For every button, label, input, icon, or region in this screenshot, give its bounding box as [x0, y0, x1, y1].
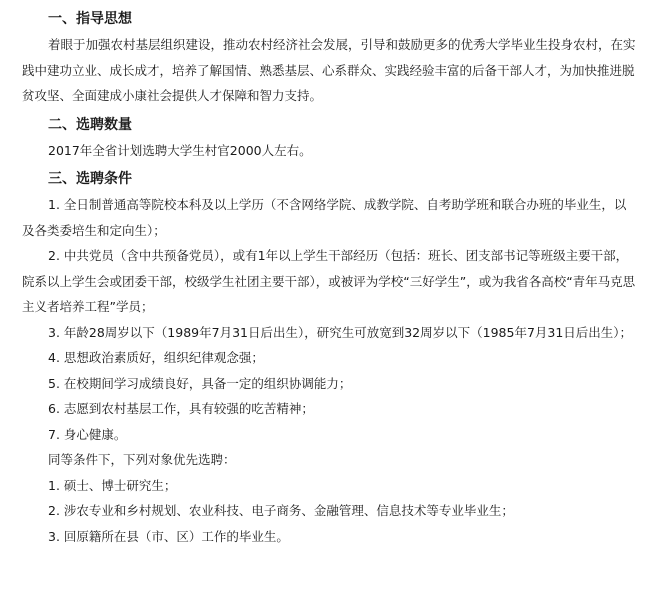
condition-item: 5. 在校期间学习成绩良好，具备一定的组织协调能力；: [48, 375, 352, 391]
priority-item: 3. 回原籍所在县（市、区）工作的毕业生。: [48, 528, 289, 544]
section-heading-quota: 二、选聘数量: [48, 116, 132, 133]
condition-item: 6. 志愿到农村基层工作，具有较强的吃苦精神；: [48, 401, 314, 416]
condition-item: 3. 年龄28周岁以下（1989年7月31日后出生），研究生可放宽到32周岁以下（1985年7月31日后出生）；: [48, 324, 633, 340]
priority-intro: 同等条件下，下列对象优先选聘：: [48, 452, 236, 467]
condition-item: 7. 身心健康。: [48, 426, 127, 442]
quota-paragraph: 2017年全省计划选聘大学生村官2000人左右。: [48, 142, 312, 158]
section-heading-guiding-ideology: 一、指导思想: [48, 11, 132, 27]
priority-item: 2. 涉农专业和乡村规划、农业科技、电子商务、金融管理、信息技术等专业毕业生；: [48, 503, 514, 518]
priority-item: 1. 硕士、博士研究生；: [48, 477, 177, 493]
section-heading-conditions: 三、选聘条件: [48, 171, 132, 187]
condition-item: 2. 中共党员（含中共预备党员），或有1年以上学生干部经历（包括：班长、团支部书记等班级主要干部，院系以上学生会或团委干部，校级学生社团主要干部），或被评为学校“三好学生”，或为我省各高校“青年马克思主义者培养工程”学员；: [22, 248, 636, 314]
guiding-ideology-paragraph: 着眼于加强农村基层组织建设，推动农村经济社会发展，引导和鼓励更多的优秀大学毕业生投身农村，在实践中建功立业、成长成才，培养了解国情、熟悉基层、心系群众、实践经验丰富的后备干部人才，为加快推进脱贫攻坚、全面建成小康社会提供人才保障和智力支持。: [22, 37, 636, 103]
condition-item: 1. 全日制普通高等院校本科及以上学历（不含网络学院、成教学院、自考助学班和联合办班的毕业生，以及各类委培生和定向生）；: [22, 197, 627, 238]
condition-item: 4. 思想政治素质好，组织纪律观念强；: [48, 350, 264, 365]
